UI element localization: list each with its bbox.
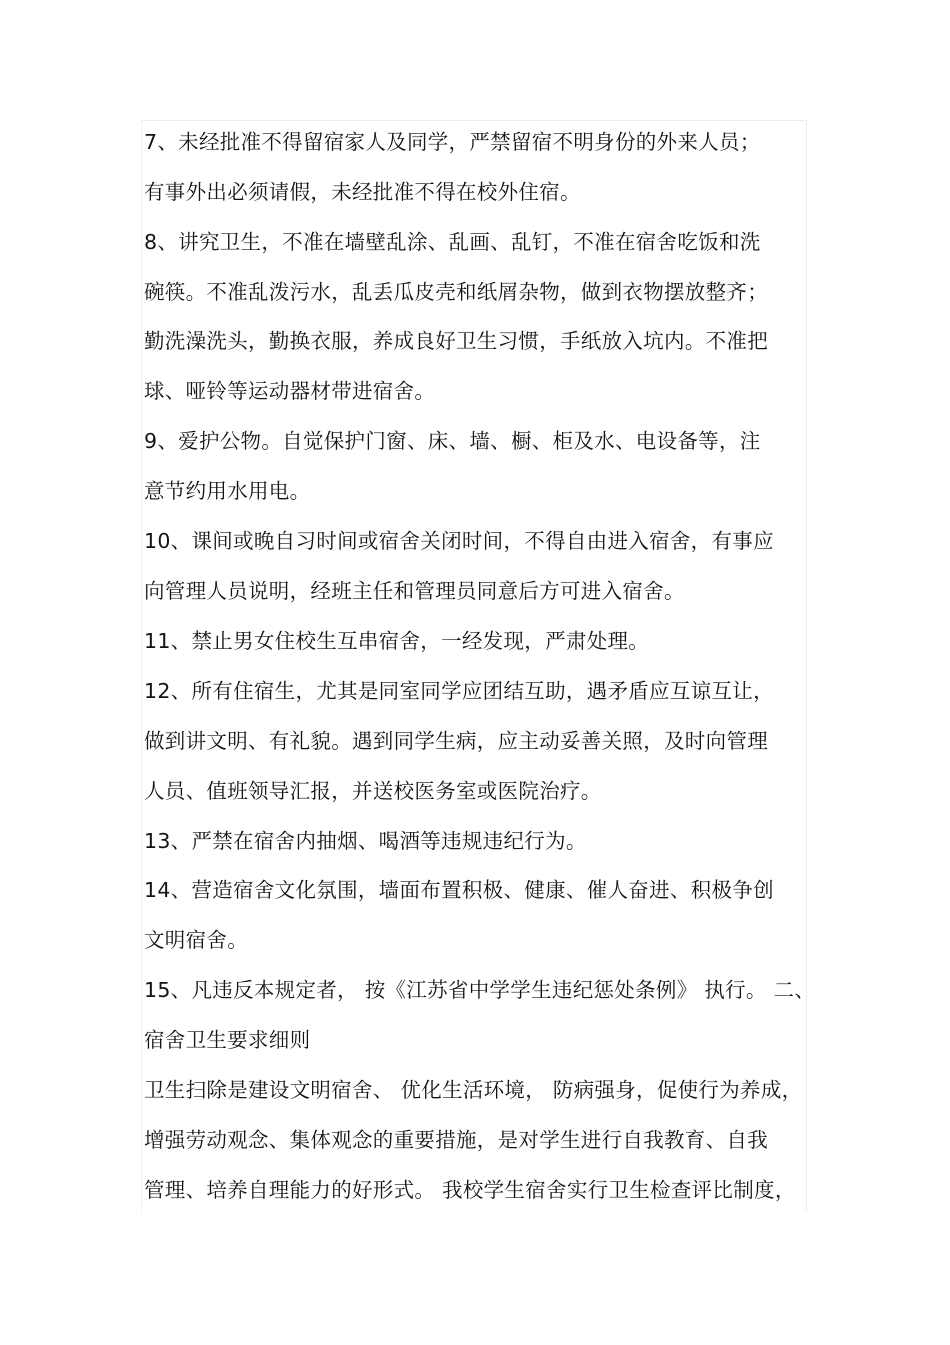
text-line: 增强劳动观念、集体观念的重要措施，是对学生进行自我教育、自我 (144, 1128, 768, 1152)
text-line: 11、禁止男女住校生互串宿舍，一经发现，严肃处理。 (144, 629, 650, 653)
text-line: 14、营造宿舍文化氛围，墙面布置积极、健康、催人奋进、积极争创 (144, 878, 774, 902)
text-line: 12、所有住宿生，尤其是同室同学应团结互助，遇矛盾应互谅互让， (144, 679, 774, 703)
text-line: 10、课间或晚自习时间或宿舍关闭时间，不得自由进入宿舍，有事应 (144, 529, 774, 553)
text-line: 15、凡违反本规定者， 按《江苏省中学学生违纪惩处条例》 执行。 二、 (144, 978, 816, 1002)
text-line: 卫生扫除是建设文明宿舍、 优化生活环境， 防病强身，促使行为养成， (144, 1078, 803, 1102)
text-line: 8、讲究卫生，不准在墙壁乱涂、乱画、乱钉，不准在宿舍吃饭和洗 (144, 230, 761, 254)
text-line: 向管理人员说明，经班主任和管理员同意后方可进入宿舍。 (144, 579, 685, 603)
text-line: 13、严禁在宿舍内抽烟、喝酒等违规违纪行为。 (144, 829, 587, 853)
text-line: 有事外出必须请假，未经批准不得在校外住宿。 (144, 180, 581, 204)
text-line: 勤洗澡洗头，勤换衣服，养成良好卫生习惯，手纸放入坑内。不准把 (144, 329, 768, 353)
text-line: 7、未经批准不得留宿家人及同学，严禁留宿不明身份的外来人员； (144, 130, 761, 154)
text-line: 做到讲文明、有礼貌。遇到同学生病，应主动妥善关照，及时向管理 (144, 729, 768, 753)
text-line: 人员、值班领导汇报，并送校医务室或医院治疗。 (144, 779, 602, 803)
text-line: 球、哑铃等运动器材带进宿舍。 (144, 379, 436, 403)
text-line: 碗筷。不准乱泼污水，乱丢瓜皮壳和纸屑杂物，做到衣物摆放整齐； (144, 280, 768, 304)
text-line: 宿舍卫生要求细则 (144, 1028, 311, 1052)
text-line: 管理、培养自理能力的好形式。 我校学生宿舍实行卫生检查评比制度， (144, 1178, 796, 1202)
text-line: 9、爱护公物。自觉保护门窗、床、墙、橱、柜及水、电设备等，注 (144, 429, 761, 453)
text-line: 意节约用水用电。 (144, 479, 311, 503)
text-line: 文明宿舍。 (144, 928, 248, 952)
